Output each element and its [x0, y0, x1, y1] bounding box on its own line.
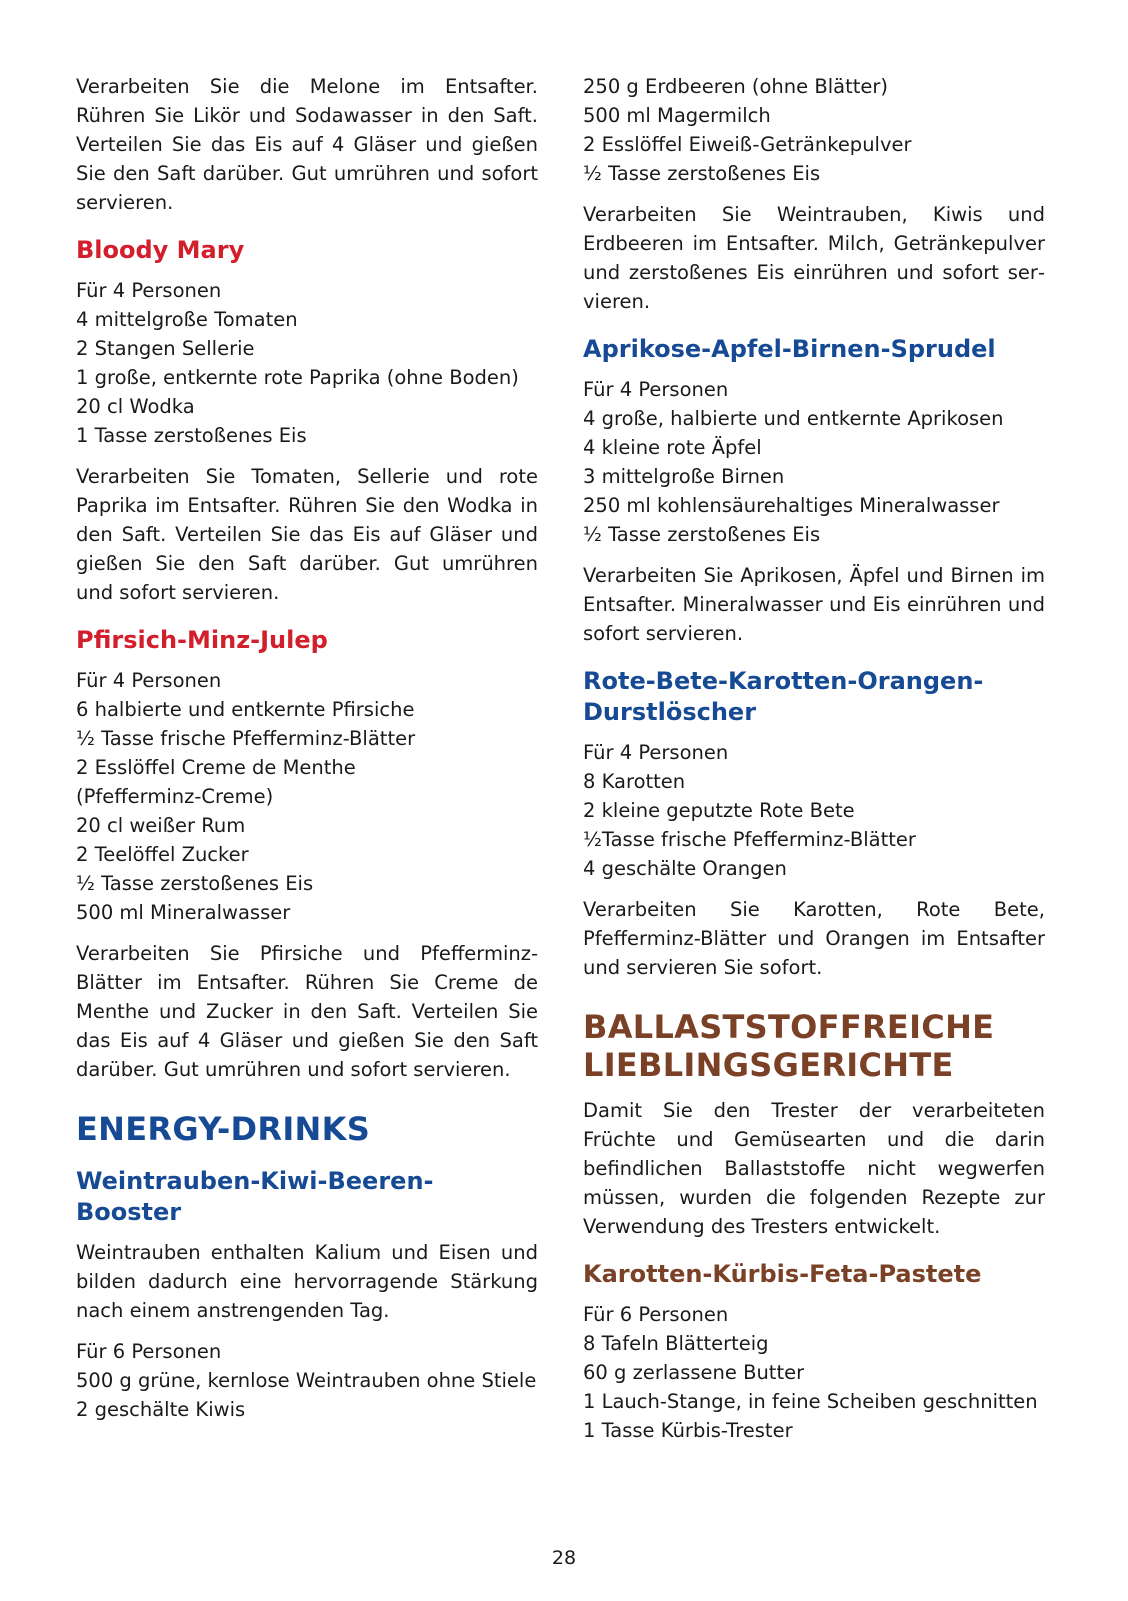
ingredient-item: 2 Esslöffel Creme de Menthe	[76, 756, 356, 779]
ingredient-item: 250 g Erdbeeren (ohne Blätter)	[583, 75, 888, 98]
heading-line: LIEBLINGSGERICHTE	[583, 1046, 954, 1084]
ingredient-item: 2 kleine geputzte Rote Bete	[583, 799, 855, 822]
ingredient-item: 2 Stangen Sellerie	[76, 337, 255, 360]
ingredient-item: 1 große, entkernte rote Paprika (ohne Boden)	[76, 366, 519, 389]
ingredient-item: 6 halbierte und entkernte Pfirsiche	[76, 698, 415, 721]
ingredient-item: 500 ml Mineralwasser	[76, 901, 291, 924]
ingredient-item: Für 4 Personen	[583, 741, 729, 764]
recipe-title-julep: Pfirsich-Minz-Julep	[76, 626, 328, 654]
ingredient-list-julep	[76, 666, 538, 927]
ingredient-item: 250 ml kohlensäurehaltiges Mineralwasser	[583, 494, 1000, 517]
recipe-title-sprudel: Aprikose-Apfel-Birnen-Sprudel	[583, 335, 996, 363]
page-number: 28	[551, 1547, 577, 1569]
ingredient-item: 1 Tasse Kürbis-Trester	[583, 1419, 793, 1442]
ingredient-list-pastete	[583, 1300, 1045, 1445]
recipe-title-booster	[76, 1166, 538, 1228]
ingredient-list-sprudel	[583, 375, 1045, 549]
ingredient-item: 2 geschälte Kiwis	[76, 1398, 246, 1421]
ingredient-item: 60 g zerlassene Butter	[583, 1361, 805, 1384]
ingredient-item: Für 4 Personen	[76, 669, 222, 692]
ingredient-item: ½ Tasse zerstoßenes Eis	[583, 523, 821, 546]
ingredient-item: ½ Tasse frische Pfefferminz-Blätter	[76, 727, 416, 750]
ingredient-item: 4 geschälte Orangen	[583, 857, 787, 880]
ingredient-item: 500 g grüne, kernlose Weintrauben ohne Stiele	[76, 1369, 537, 1392]
ingredient-item: ½ Tasse zerstoßenes Eis	[76, 872, 314, 895]
ingredient-item: Für 4 Personen	[76, 279, 222, 302]
ingredient-list-bloody-mary	[76, 276, 538, 450]
recipe-title-pastete: Karotten-Kürbis-Feta-Pastete	[583, 1260, 982, 1288]
heading-line: BALLASTSTOFFREICHE	[583, 1008, 995, 1046]
description-text-booster: Weintrauben enthalten Kalium und Eisen und bilden dadurch eine hervorragende Stärkung nach einem anstrengenden Tag.	[76, 1241, 538, 1322]
title-line: Rote-Bete-Karotten-Orangen-	[583, 667, 984, 695]
ingredient-item: 8 Tafeln Blätterteig	[583, 1332, 769, 1355]
ingredient-item: 2 Esslöffel Eiweiß-Getränkepulver	[583, 133, 912, 156]
ingredient-item: 4 mittelgroße Tomaten	[76, 308, 298, 331]
section-heading-energy-drinks: ENERGY-DRINKS	[76, 1110, 371, 1148]
ingredient-item: 20 cl Wodka	[76, 395, 195, 418]
ingredient-list-booster-continued	[583, 72, 1045, 188]
title-line: Weintrauben-Kiwi-Beeren-	[76, 1167, 434, 1195]
right-column	[583, 72, 1045, 1457]
ingredient-item: 1 Tasse zerstoßenes Eis	[76, 424, 307, 447]
melon-method-text: Verarbeiten Sie die Melone im Entsafter. Rühren Sie Likör und Sodawasser in den Saft. Verteilen Sie das Eis auf 4 Gläser und gießen Sie den Saft darüber. Gut umrühren und sofort servieren.	[76, 75, 538, 214]
recipe-title-bloody-mary: Bloody Mary	[76, 236, 245, 264]
ingredient-item: 3 mittelgroße Birnen	[583, 465, 785, 488]
ingredient-item: Für 6 Personen	[76, 1340, 222, 1363]
ingredient-list-booster	[76, 1337, 538, 1424]
title-line: Durstlöscher	[583, 698, 757, 726]
left-column	[76, 72, 538, 1436]
ingredient-item: 500 ml Magermilch	[583, 104, 771, 127]
method-text-sprudel: Verarbeiten Sie Aprikosen, Äpfel und Birnen im Entsafter. Mineralwasser und Eis einrühren und sofort servieren.	[583, 564, 1045, 645]
ingredient-item: 8 Karotten	[583, 770, 686, 793]
section-heading-ballaststoffreiche	[583, 1008, 1045, 1084]
ingredient-item: 2 Teelöffel Zucker	[76, 843, 249, 866]
ingredient-item: ½Tasse frische Pfefferminz-Blätter	[583, 828, 916, 851]
title-line: Booster	[76, 1198, 182, 1226]
ingredient-list-durstloescher	[583, 738, 1045, 883]
ingredient-item: (Pfefferminz-Creme)	[76, 785, 274, 808]
intro-text-ballaststoffe: Damit Sie den Trester der verarbeiteten Früchte und Gemüsearten und die darin befindlichen Ballaststoffe nicht wegwerfen müssen, wurden die folgenden Rezepte zur Verwendung des Tresters entwickelt.	[583, 1099, 1045, 1238]
ingredient-item: 20 cl weißer Rum	[76, 814, 246, 837]
ingredient-item: 1 Lauch-Stange, in feine Scheiben geschnitten	[583, 1390, 1038, 1413]
method-text-bloody-mary: Verarbeiten Sie Tomaten, Sellerie und rote Paprika im Entsafter. Rühren Sie den Wodka in den Saft. Verteilen Sie das Eis auf Gläser und gießen Sie den Saft darüber. Gut umrühren und sofort servieren.	[76, 465, 538, 604]
method-text-booster: Verarbeiten Sie Weintrauben, Kiwis und Erdbeeren im Entsafter. Milch, Getränkepulver und zerstoßenes Eis einrühren und sofort servieren.	[583, 203, 1045, 313]
ingredient-item: ½ Tasse zerstoßenes Eis	[583, 162, 821, 185]
ingredient-item: Für 4 Personen	[583, 378, 729, 401]
ingredient-item: 4 große, halbierte und entkernte Aprikosen	[583, 407, 1004, 430]
method-text-durstloescher: Verarbeiten Sie Karotten, Rote Bete, Pfefferminz-Blätter und Orangen im Entsafter und servieren Sie sofort.	[583, 898, 1045, 979]
ingredient-item: Für 6 Personen	[583, 1303, 729, 1326]
method-text-julep: Verarbeiten Sie Pfirsiche und Pfefferminz-Blätter im Entsafter. Rühren Sie Creme de Menthe und Zucker in den Saft. Verteilen Sie das Eis auf 4 Gläser und gießen Sie den Saft darüber. Gut umrühren und sofort servieren.	[76, 942, 538, 1081]
ingredient-item: 4 kleine rote Äpfel	[583, 436, 762, 459]
recipe-title-durstloescher	[583, 666, 1045, 728]
